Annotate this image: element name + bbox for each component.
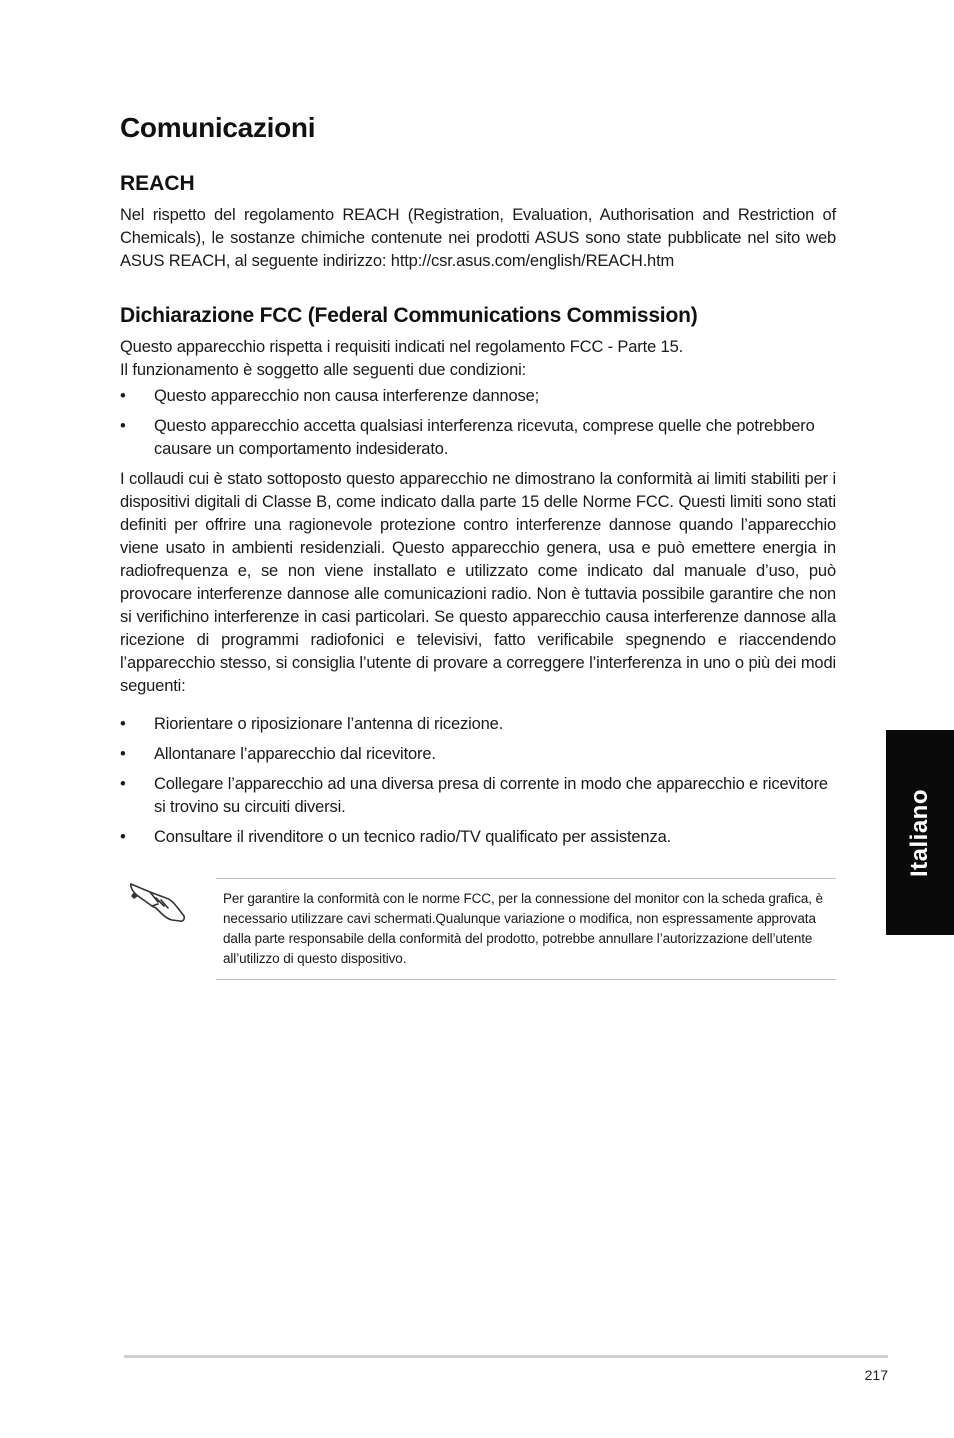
bullet-icon: • — [120, 775, 126, 793]
page-title: Comunicazioni — [120, 112, 316, 143]
language-tab-label: Italiano — [906, 788, 933, 877]
fcc-heading: Dichiarazione FCC (Federal Communications Commission) — [120, 304, 698, 327]
list-item — [120, 826, 836, 849]
fcc-intro-line-2: Il funzionamento è soggetto alle seguenti due condizioni: — [120, 361, 527, 379]
note-text: Per garantire la conformità con le norme FCC, per la connessione del monitor con la scheda grafica, è necessario utilizzare cavi schermati.Qualunque variazione o modifica, non espressamente approvata dalla parte responsabile della conformità del prodotto, potrebbe annullare l’autorizzazione dell’utente all’utilizzo di questo dispositivo. — [223, 891, 823, 966]
page-number: 217 — [864, 1367, 888, 1383]
fcc-intro-line-1: Questo apparecchio rispetta i requisiti indicati nel regolamento FCC - Parte 15. — [120, 338, 684, 356]
list-item — [120, 743, 836, 766]
list-item-text: Riorientare o riposizionare l’antenna di ricezione. — [154, 715, 504, 733]
pointing-hand-icon — [128, 876, 188, 926]
note-box — [216, 878, 836, 980]
reach-paragraph: Nel rispetto del regolamento REACH (Registration, Evaluation, Authorisation and Restriction of Chemicals), le sostanze chimiche contenute nei prodotti ASUS sono state pubblicate nel sito web ASUS REACH, al seguente indirizzo: http://csr.asus.com/english/REACH.htm — [120, 206, 836, 270]
fcc-body-paragraph: I collaudi cui è stato sottoposto questo apparecchio ne dimostrano la conformità ai limiti stabiliti per i dispositivi digitali di Classe B, come indicato dalla parte 15 delle Norme FCC. Questi limiti sono stati definiti per offrire una ragionevole protezione contro interferenze dannose quando l’apparecchio viene usato in ambienti residenziali. Questo apparecchio genera, usa e può emettere energia in radiofrequenza e, se non viene installato e utilizzato come indicato dal manuale d’uso, può provocare interferenze dannose alle comunicazioni radio. Non è tuttavia possibile garantire che non si verifichino interferenze in casi particolari. Se questo apparecchio causa interferenze dannose alla ricezione di programmi radiofonici e televisivi, fatto verificabile spegnendo e riaccendendo l’apparecchio stesso, si consiglia l’utente di provare a correggere l’interferenza in uno o più dei modi seguenti: — [120, 470, 836, 695]
bullet-icon: • — [120, 745, 126, 763]
language-tab — [886, 730, 954, 935]
list-item — [120, 415, 836, 461]
bullet-icon: • — [120, 828, 126, 846]
list-item-text: Questo apparecchio non causa interferenze dannose; — [154, 387, 540, 405]
fcc-intro — [120, 336, 836, 382]
list-item-text: Consultare il rivenditore o un tecnico radio/TV qualificato per assistenza. — [154, 828, 672, 846]
bullet-icon: • — [120, 417, 126, 435]
list-item-text: Questo apparecchio accetta qualsiasi interferenza ricevuta, comprese quelle che potrebbero causare un comportamento indesiderato. — [154, 417, 815, 458]
list-item — [120, 385, 836, 408]
fcc-conditions-list — [120, 385, 836, 461]
bullet-icon: • — [120, 387, 126, 405]
fcc-measures-list — [120, 713, 836, 856]
list-item — [120, 713, 836, 736]
list-item-text: Allontanare l’apparecchio dal ricevitore. — [154, 745, 436, 763]
footer-divider — [124, 1355, 888, 1358]
list-item-text: Collegare l’apparecchio ad una diversa presa di corrente in modo che apparecchio e ricevitore si trovino su circuiti diversi. — [154, 775, 828, 816]
bullet-icon: • — [120, 715, 126, 733]
list-item — [120, 773, 836, 819]
reach-heading: REACH — [120, 172, 195, 195]
